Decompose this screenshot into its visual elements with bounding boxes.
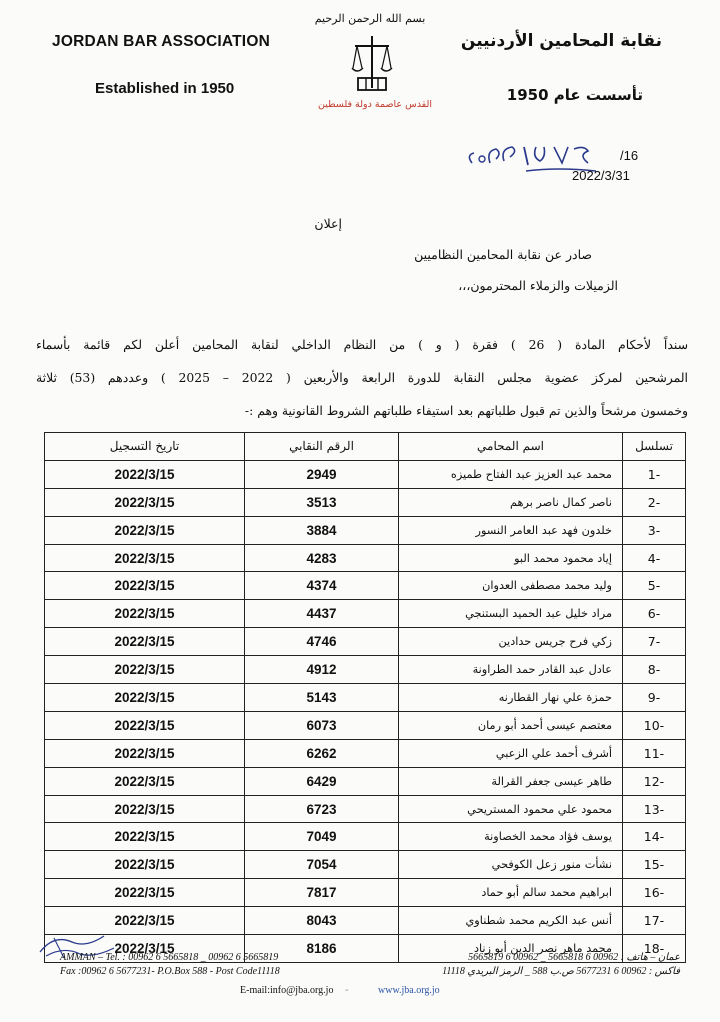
- table-row: [45, 572, 686, 600]
- row-date: 2022/3/15: [45, 823, 245, 851]
- row-date: 2022/3/15: [45, 460, 245, 488]
- row-date: 2022/3/15: [45, 600, 245, 628]
- footer-left-line-2: Fax :00962 6 5677231- P.O.Box 588 - Post Code11118: [60, 966, 280, 977]
- row-number: 4746: [245, 628, 399, 656]
- row-number: 5143: [245, 684, 399, 712]
- footer-email[interactable]: E-mail:info@jba.org.jo: [240, 985, 334, 996]
- row-number: 6073: [245, 711, 399, 739]
- row-name: حمزة علي نهار القطارنه: [399, 684, 623, 712]
- announcement-title: إعلان: [314, 216, 342, 231]
- row-name: طاهر عيسى جعفر القرالة: [399, 767, 623, 795]
- row-seq: 6-: [623, 600, 686, 628]
- row-seq: 9-: [623, 684, 686, 712]
- table-row: [45, 684, 686, 712]
- row-name: ناصر كمال ناصر برهم: [399, 488, 623, 516]
- row-number: 6262: [245, 739, 399, 767]
- table-row: [45, 711, 686, 739]
- row-seq: 13-: [623, 795, 686, 823]
- row-date: 2022/3/15: [45, 656, 245, 684]
- row-name: عادل عبد القادر حمد الطراونة: [399, 656, 623, 684]
- footer-contact-arabic: [442, 951, 680, 979]
- row-number: 7054: [245, 851, 399, 879]
- quds-slogan: القدس عاصمة دولة فلسطين: [317, 99, 433, 110]
- row-name: أنس عبد الكريم محمد شطناوي: [399, 907, 623, 935]
- row-date: 2022/3/15: [45, 711, 245, 739]
- row-seq: 8-: [623, 656, 686, 684]
- row-number: 4912: [245, 656, 399, 684]
- announcement-salutation: الزميلات والزملاء المحترمون،،،: [458, 278, 618, 293]
- row-date: 2022/3/15: [45, 907, 245, 935]
- row-seq: 18-: [623, 935, 686, 963]
- row-date: 2022/3/15: [45, 572, 245, 600]
- row-number: 4437: [245, 600, 399, 628]
- basmala-text: بسم الله الرحمن الرحيم: [314, 12, 426, 25]
- announcement-heading: [314, 208, 650, 301]
- header-seq: تسلسل: [623, 433, 686, 461]
- row-name: وليد محمد مصطفى العدوان: [399, 572, 623, 600]
- row-date: 2022/3/15: [45, 544, 245, 572]
- table-row: [45, 544, 686, 572]
- row-name: محمود علي محمود المستريحي: [399, 795, 623, 823]
- body-line-2: المرشحين لمركز عضوية مجلس النقابة للدورة الرابعة والأربعين ( 2022 – 2025 ) وعددهم (53) ثلاثة: [36, 370, 688, 385]
- row-number: 8043: [245, 907, 399, 935]
- table-row: [45, 739, 686, 767]
- row-name: معتصم عيسى أحمد أبو رمان: [399, 711, 623, 739]
- row-seq: 14-: [623, 823, 686, 851]
- row-number: 3884: [245, 516, 399, 544]
- row-seq: 15-: [623, 851, 686, 879]
- row-name: محمد ماهر نصر الدين أبو زناد: [399, 935, 623, 963]
- row-name: زكي فرح جريس حدادين: [399, 628, 623, 656]
- table-row: [45, 767, 686, 795]
- row-date: 2022/3/15: [45, 795, 245, 823]
- table-row: [45, 460, 686, 488]
- body-line-1: سنداً لأحكام المادة ( 26 ) فقرة ( و ) من النظام الداخلي لنقابة المحامين أعلن لكم قائمة بأسماء: [36, 337, 688, 352]
- scales-of-justice-logo-icon: [350, 34, 394, 94]
- row-seq: 10-: [623, 711, 686, 739]
- table-row: [45, 795, 686, 823]
- body-line-3: وخمسون مرشحاً والذين تم قبول طلباتهم بعد استيفاء طلباتهم الشروط القانونية وهم :-: [244, 403, 688, 418]
- arabic-association-name: نقابة المحامين الأردنيين: [460, 31, 662, 51]
- row-number: 3513: [245, 488, 399, 516]
- row-number: 4374: [245, 572, 399, 600]
- announcement-body: [36, 328, 688, 427]
- table-row: [45, 907, 686, 935]
- row-number: 7817: [245, 879, 399, 907]
- row-date: 2022/3/15: [45, 684, 245, 712]
- row-seq: 7-: [623, 628, 686, 656]
- reference-number: /16: [620, 148, 639, 163]
- row-name: محمد عبد العزيز عبد الفتاح طميزه: [399, 460, 623, 488]
- row-number: 6723: [245, 795, 399, 823]
- row-name: أشرف أحمد علي الزعبي: [399, 739, 623, 767]
- footer-contact-english: [60, 951, 280, 979]
- row-name: نشأت منور زعل الكوفحي: [399, 851, 623, 879]
- row-number: 7049: [245, 823, 399, 851]
- footer-website-link[interactable]: www.jba.org.jo: [378, 985, 440, 996]
- candidates-table: [44, 432, 686, 963]
- document-date: 2022/3/31: [572, 168, 630, 183]
- footer-separator: -: [345, 985, 349, 996]
- row-seq: 11-: [623, 739, 686, 767]
- row-name: ابراهيم محمد سالم أبو حماد: [399, 879, 623, 907]
- row-number: 4283: [245, 544, 399, 572]
- row-date: 2022/3/15: [45, 767, 245, 795]
- table-row: [45, 879, 686, 907]
- footer-left-line-1: AMMAN – Tel. : 00962 6 5665818 _ 00962 6 5665819: [60, 952, 279, 963]
- table-row: [45, 600, 686, 628]
- row-seq: 16-: [623, 879, 686, 907]
- row-seq: 2-: [623, 488, 686, 516]
- header-date: تاريخ التسجيل: [45, 433, 245, 461]
- row-date: 2022/3/15: [45, 851, 245, 879]
- row-date: 2022/3/15: [45, 739, 245, 767]
- english-association-name: JORDAN BAR ASSOCIATION: [52, 33, 270, 50]
- row-date: 2022/3/15: [45, 935, 245, 963]
- row-seq: 5-: [623, 572, 686, 600]
- row-name: يوسف فؤاد محمد الخصاونة: [399, 823, 623, 851]
- table-header-row: [45, 433, 686, 461]
- row-date: 2022/3/15: [45, 488, 245, 516]
- row-name: إياد محمود محمد البو: [399, 544, 623, 572]
- row-date: 2022/3/15: [45, 516, 245, 544]
- row-seq: 3-: [623, 516, 686, 544]
- row-name: خلدون فهد عبد العامر النسور: [399, 516, 623, 544]
- row-number: 2949: [245, 460, 399, 488]
- row-number: 6429: [245, 767, 399, 795]
- footer-right-line-2: فاكس : 00962 6 5677231 ص.ب 588 _ الرمز البريدي 11118: [442, 966, 680, 977]
- row-number: 8186: [245, 935, 399, 963]
- row-seq: 17-: [623, 907, 686, 935]
- arabic-established-year: تأسست عام 1950: [506, 86, 643, 104]
- table-row: [45, 628, 686, 656]
- announcement-issuer: صادر عن نقابة المحامين النظاميين: [414, 247, 592, 262]
- row-date: 2022/3/15: [45, 628, 245, 656]
- row-seq: 12-: [623, 767, 686, 795]
- row-name: مراد خليل عبد الحميد البستنجي: [399, 600, 623, 628]
- table-row: [45, 823, 686, 851]
- header-name: اسم المحامي: [399, 433, 623, 461]
- row-seq: 4-: [623, 544, 686, 572]
- footer-right-line-1: عمان – هاتف : 00962 6 5665818 _ 00962 6 5665819: [468, 952, 680, 963]
- english-established-year: Established in 1950: [95, 80, 235, 97]
- table-row: [45, 851, 686, 879]
- table-row: [45, 516, 686, 544]
- row-seq: 1-: [623, 460, 686, 488]
- header-number: الرقم النقابي: [245, 433, 399, 461]
- table-row: [45, 656, 686, 684]
- table-row: [45, 488, 686, 516]
- row-date: 2022/3/15: [45, 879, 245, 907]
